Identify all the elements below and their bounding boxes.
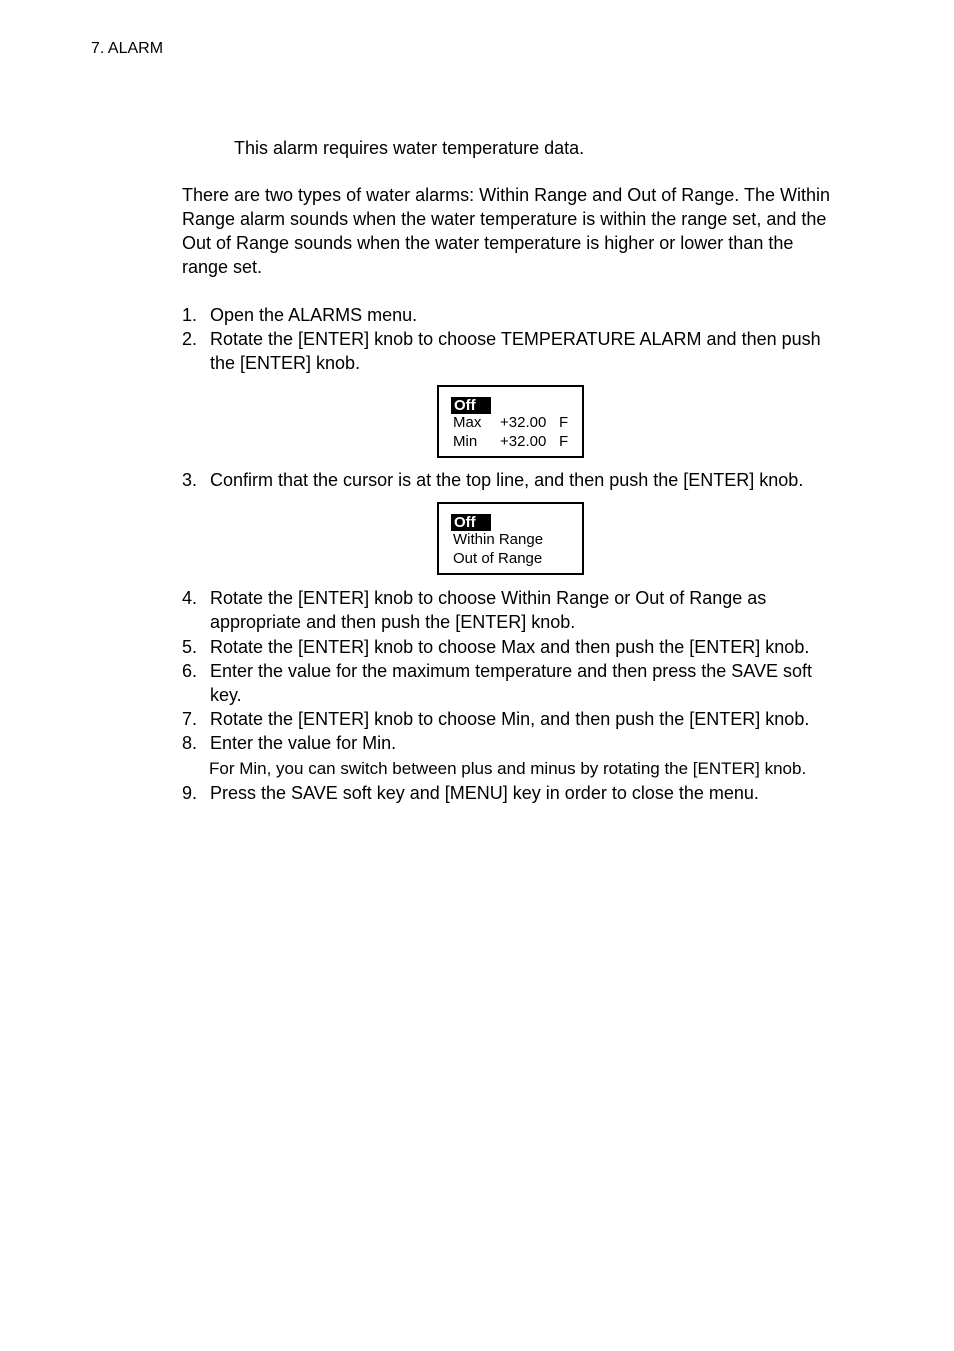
step-number: 3.: [182, 470, 198, 490]
step-4: [182, 586, 842, 634]
step-number: 1.: [182, 305, 198, 325]
step-6: [182, 659, 842, 707]
step-5: [182, 635, 842, 659]
step-text: Rotate the [ENTER] knob to choose Min, and then push the [ENTER] knob.: [210, 709, 810, 729]
step-1: [182, 303, 842, 327]
min-label: Min: [453, 433, 478, 450]
min-sign-note: For Min, you can switch between plus and minus by rotating the [ENTER] knob.: [209, 759, 807, 778]
menu-selected-item: Off: [451, 397, 491, 414]
menu-selected-item: Off: [451, 514, 491, 531]
step-text: Confirm that the cursor is at the top line, and then push the [ENTER] knob.: [210, 470, 804, 490]
step-text: Press the SAVE soft key and [MENU] key in order to close the menu.: [210, 783, 759, 803]
step-number: 6.: [182, 661, 198, 681]
max-value: +32.00: [500, 414, 547, 431]
min-unit: F: [559, 433, 569, 450]
step-number: 8.: [182, 733, 198, 753]
intro-paragraph: There are two types of water alarms: Within Range and Out of Range. The Within Range alarm sounds when the water temperature is within the range set, and the Out of Range sounds when the water temperature is higher or lower than the range set.: [182, 185, 830, 277]
step-text: Open the ALARMS menu.: [210, 305, 418, 325]
step-number: 9.: [182, 783, 198, 803]
step-number: 7.: [182, 709, 198, 729]
note-text: This alarm requires water temperature data.: [234, 138, 585, 158]
menu-option-out-of-range: Out of Range: [453, 550, 543, 567]
max-unit: F: [559, 414, 569, 431]
step-text: Rotate the [ENTER] knob to choose Within Range or Out of Range as appropriate and then push the [ENTER] knob.: [210, 588, 767, 632]
step-7: [182, 707, 842, 731]
step-3: [182, 468, 842, 492]
section-header: 7. ALARM: [91, 40, 164, 57]
step-text: Enter the value for the maximum temperature and then press the SAVE soft key.: [210, 661, 812, 705]
min-value: +32.00: [500, 433, 547, 450]
max-label: Max: [453, 414, 482, 431]
alarm-type-menu: [437, 502, 584, 575]
step-text: Rotate the [ENTER] knob to choose TEMPERATURE ALARM and then push the [ENTER] knob.: [210, 329, 821, 373]
temperature-alarm-menu: [437, 385, 584, 458]
step-number: 5.: [182, 637, 198, 657]
step-text: Enter the value for Min.: [210, 733, 397, 753]
step-text: Rotate the [ENTER] knob to choose Max and then push the [ENTER] knob.: [210, 637, 810, 657]
step-2: [182, 327, 842, 375]
step-9: [182, 781, 842, 805]
step-number: 4.: [182, 588, 198, 608]
step-number: 2.: [182, 329, 198, 349]
menu-option-within-range: Within Range: [453, 531, 544, 548]
step-8: [182, 731, 842, 755]
